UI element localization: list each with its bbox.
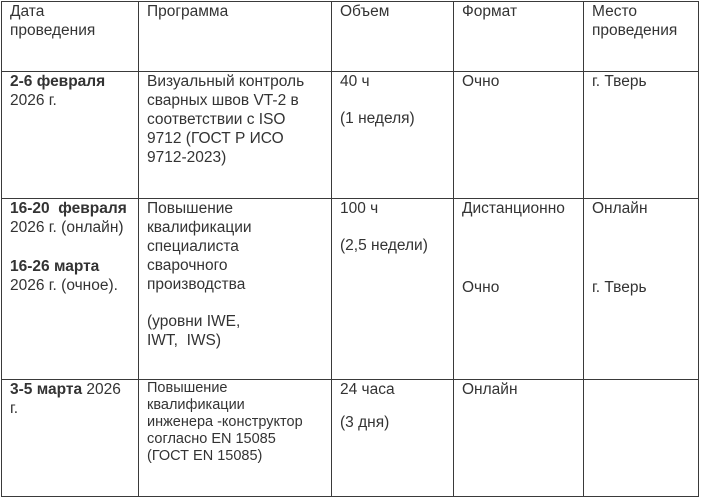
row3-date-suffix: г. xyxy=(10,400,19,417)
row1-program-line: 9712 (ГОСТ Р ИСО xyxy=(147,130,284,147)
row2-program-line: квалификации xyxy=(147,219,252,236)
header-place-line2: проведения xyxy=(592,22,678,39)
row2-format-remote: Дистанционно xyxy=(462,200,565,217)
row2-program xyxy=(139,199,332,380)
row3-volume xyxy=(332,380,454,497)
row2-program-note: IWT, IWS) xyxy=(147,332,222,349)
row3-format-value: Онлайн xyxy=(462,381,518,398)
header-date-line2: проведения xyxy=(10,22,96,39)
header-volume xyxy=(332,2,454,72)
header-place-line1: Место xyxy=(592,3,638,20)
table-row xyxy=(2,199,699,380)
row3-volume-note: (3 дня) xyxy=(340,414,390,431)
row2-format-onsite: Очно xyxy=(462,279,500,296)
row1-date xyxy=(2,72,139,199)
row2-program-line: Повышение xyxy=(147,200,234,217)
row1-format-value: Очно xyxy=(462,73,500,90)
header-format-label: Формат xyxy=(462,3,518,20)
row1-date-year: 2026 г. xyxy=(10,92,57,109)
row3-program-line: Повышение xyxy=(147,380,228,396)
row1-program-line: 9712-2023) xyxy=(147,149,227,166)
row1-volume-note: (1 неделя) xyxy=(340,110,415,127)
row2-volume xyxy=(332,199,454,380)
row1-program-line: соответствии с ISO xyxy=(147,111,286,128)
row2-program-note: (уровни IWE, xyxy=(147,313,241,330)
row3-date-year: 2026 xyxy=(82,381,121,398)
row3-place xyxy=(584,380,699,497)
row1-place-value: г. Тверь xyxy=(592,73,647,90)
row2-program-line: специалиста xyxy=(147,238,239,255)
row2-format xyxy=(454,199,584,380)
schedule-table xyxy=(1,1,699,497)
header-volume-label: Объем xyxy=(340,3,390,20)
row3-format xyxy=(454,380,584,497)
header-format xyxy=(454,2,584,72)
header-program-label: Программа xyxy=(147,3,229,20)
row3-date xyxy=(2,380,139,497)
row2-place-online: Онлайн xyxy=(592,200,648,217)
row2-date xyxy=(2,199,139,380)
row2-date1-bold: 16-20 февраля xyxy=(10,200,127,217)
row2-volume-hours: 100 ч xyxy=(340,200,379,217)
row2-date2-year: 2026 г. (очное). xyxy=(10,277,118,294)
row2-program-line: сварочного xyxy=(147,257,228,274)
row2-program-line: производства xyxy=(147,276,246,293)
row1-date-bold: 2-6 февраля xyxy=(10,73,106,90)
row1-place xyxy=(584,72,699,199)
row3-program xyxy=(139,380,332,497)
row3-program-line: квалификации xyxy=(147,397,245,413)
row1-program-line: Визуальный контроль xyxy=(147,73,305,90)
row1-volume xyxy=(332,72,454,199)
row2-place xyxy=(584,199,699,380)
row1-format xyxy=(454,72,584,199)
row3-program-line: согласно EN 15085 xyxy=(147,431,276,447)
row1-program xyxy=(139,72,332,199)
row2-date1-year: 2026 г. (онлайн) xyxy=(10,219,124,236)
header-date xyxy=(2,2,139,72)
row2-date2-bold: 16-26 марта xyxy=(10,258,100,275)
header-date-line1: Дата xyxy=(10,3,45,20)
header-place xyxy=(584,2,699,72)
row2-volume-note: (2,5 недели) xyxy=(340,237,428,254)
row1-program-line: сварных швов VT-2 в xyxy=(147,92,299,109)
table-row xyxy=(2,380,699,497)
row3-program-line: (ГОСТ EN 15085) xyxy=(147,448,263,464)
header-program xyxy=(139,2,332,72)
row1-volume-hours: 40 ч xyxy=(340,73,370,90)
row3-program-line: инженера -конструктор xyxy=(147,414,303,430)
row2-place-city: г. Тверь xyxy=(592,279,647,296)
table-row xyxy=(2,72,699,199)
row3-volume-hours: 24 часа xyxy=(340,381,395,398)
table-header-row xyxy=(2,2,699,72)
row3-date-bold: 3-5 марта xyxy=(10,381,83,398)
